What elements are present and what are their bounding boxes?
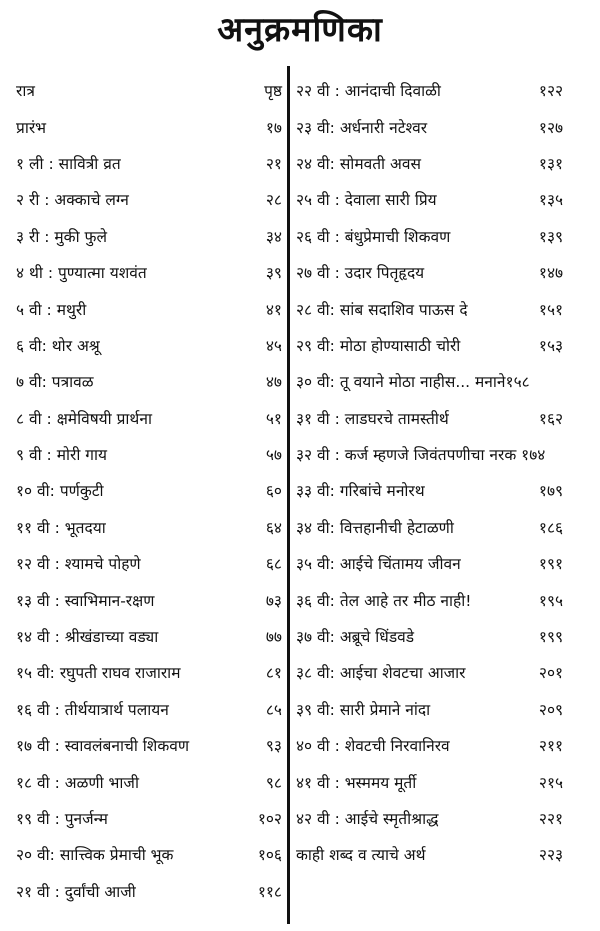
toc-entry-title: ११ वी : भूतदया <box>16 518 106 537</box>
toc-entry-page: १७ <box>265 118 282 137</box>
toc-entry-page: ११८ <box>257 882 282 901</box>
toc-entry-page: २०९ <box>538 700 564 719</box>
toc-entry <box>16 873 282 909</box>
toc-entry-title: ७ वी: पत्रावळ <box>16 373 94 392</box>
toc-entry-title: १४ वी : श्रीखंडाच्या वड्या <box>16 628 159 647</box>
column-divider <box>287 66 290 924</box>
toc-entry-title: १० वी: पर्णकुटी <box>16 482 104 501</box>
toc-entry <box>296 654 586 690</box>
toc-entry <box>16 654 282 690</box>
toc-entry <box>296 108 586 144</box>
toc-entry-page: ३४ <box>265 227 282 246</box>
toc-entry-page: १३१ <box>538 154 564 173</box>
toc-entry <box>16 363 282 399</box>
toc-entry <box>16 836 282 872</box>
toc-entry <box>296 363 586 399</box>
toc-entry <box>296 327 586 363</box>
toc-entry <box>16 727 282 763</box>
toc-entry-title: प्रारंभ <box>16 118 47 137</box>
toc-entry-page: ४७ <box>265 373 282 392</box>
toc-entry-title: २६ वी : बंधुप्रेमाची शिकवण <box>296 227 451 246</box>
toc-entry <box>16 254 282 290</box>
toc-entry-title: १ ली : सावित्री व्रत <box>16 154 121 173</box>
toc-entry-title: ३२ वी : कर्ज म्हणजे जिवंतपणीचा नरक १७४ <box>296 446 546 465</box>
toc-entry-page: ७३ <box>265 591 282 610</box>
toc-entry-title: ४ थी : पुण्यात्मा यशवंत <box>16 264 147 283</box>
toc-entry-page: १८६ <box>538 518 564 537</box>
toc-entry-page: ६० <box>265 482 282 501</box>
toc-entry-page: २२१ <box>538 810 564 828</box>
toc-entry-title: १५ वी: रघुपती राघव राजाराम <box>16 664 181 683</box>
toc-entry <box>296 509 586 545</box>
toc-entry-page: २२३ <box>538 846 564 865</box>
toc-entry-title: २० वी: सात्त्विक प्रेमाची भूक <box>16 846 174 865</box>
toc-entry-title: काही शब्द व त्याचे अर्थ <box>296 846 426 865</box>
toc-entry-title: ६ वी: थोर अश्रू <box>16 336 100 355</box>
toc-entry-title: ३१ वी : लाडघरचे तामस्तीर्थ <box>296 409 449 428</box>
toc-entry <box>296 436 586 472</box>
toc-entry <box>16 618 282 654</box>
toc-entry-title: १७ वी : स्वावलंबनाची शिकवण <box>16 737 190 756</box>
toc-entry <box>296 691 586 727</box>
toc-entry-title: २१ वी : दुर्वांची आजी <box>16 882 136 901</box>
toc-entry-title: ३३ वी: गरिबांचे मनोरथ <box>296 482 425 501</box>
page-title: अनुक्रमणिका <box>217 10 383 50</box>
toc-entry <box>296 72 586 108</box>
toc-entry <box>296 545 586 581</box>
toc-entry-page: ३९ <box>265 264 282 283</box>
toc-entry-page: १२७ <box>538 118 564 137</box>
toc-entry-title: ५ वी : मथुरी <box>16 300 87 319</box>
toc-left-column <box>16 72 282 909</box>
toc-entry <box>296 618 586 654</box>
toc-entry <box>296 254 586 290</box>
toc-entry-title: ४१ वी : भस्ममय मूर्ती <box>296 773 417 792</box>
toc-entry-title: १२ वी : श्यामचे पोहणे <box>16 555 141 574</box>
toc-entry-title: १८ वी : अळणी भाजी <box>16 773 139 792</box>
toc-entry-page: २८ <box>265 191 282 210</box>
toc-entry-page: २११ <box>538 737 564 756</box>
toc-entry-title: १९ वी : पुनर्जन्म <box>16 810 108 828</box>
toc-entry <box>16 763 282 799</box>
toc-entry-page: २०१ <box>538 664 564 683</box>
toc-entry-page: ७७ <box>265 628 282 647</box>
toc-entry-title: ४० वी : शेवटची निरवानिरव <box>296 737 450 756</box>
toc-entry <box>296 181 586 217</box>
toc-entry <box>16 108 282 144</box>
toc-entry-title: ८ वी : क्षमेविषयी प्रार्थना <box>16 409 152 428</box>
toc-entry <box>296 218 586 254</box>
toc-entry-page: १०२ <box>257 810 282 828</box>
toc-entry-page: ६८ <box>265 555 282 574</box>
toc-entry-page: ५७ <box>265 446 282 465</box>
toc-entry <box>16 509 282 545</box>
toc-entry <box>16 472 282 508</box>
toc-entry-title: ३६ वी: तेल आहे तर मीठ नाही! <box>296 591 472 610</box>
toc-entry-title: ३४ वी: वित्तहानीची हेटाळणी <box>296 518 454 537</box>
toc-entry-page: १०६ <box>257 846 282 865</box>
toc-entry-page: १३९ <box>538 227 564 246</box>
toc-entry <box>16 800 282 836</box>
toc-entry <box>296 290 586 326</box>
toc-entry <box>16 691 282 727</box>
toc-entry-page: २१५ <box>538 773 564 792</box>
toc-entry-title: ३९ वी: सारी प्रेमाने नांदा <box>296 700 431 719</box>
toc-entry <box>296 727 586 763</box>
toc-entry-page: पृष्ठ <box>264 82 282 101</box>
toc-entry-page: ५१ <box>265 409 282 428</box>
toc-entry-title: २९ वी: मोठा होण्यासाठी चोरी <box>296 336 461 355</box>
toc-entry-page: १६२ <box>538 409 564 428</box>
toc-entry <box>16 72 282 108</box>
toc-entry-title: ३८ वी: आईचा शेवटचा आजार <box>296 664 466 683</box>
toc-entry <box>16 290 282 326</box>
toc-entry <box>16 181 282 217</box>
toc-entry-title: २८ वी: सांब सदाशिव पाऊस दे <box>296 300 468 319</box>
toc-entry-page: १३५ <box>538 191 564 210</box>
toc-entry-page: १५१ <box>538 300 564 319</box>
toc-entry-title: १६ वी : तीर्थयात्रार्थ पलायन <box>16 700 169 719</box>
toc-entry <box>16 545 282 581</box>
toc-entry <box>296 472 586 508</box>
toc-entry-page: ६४ <box>265 518 282 537</box>
toc-entry-page: १५३ <box>538 336 564 355</box>
toc-entry-title: रात्र <box>16 82 35 101</box>
toc-entry-page: ८१ <box>265 664 282 683</box>
toc-entry-page: २१ <box>265 154 282 173</box>
toc-entry-page: १७९ <box>538 482 564 501</box>
toc-entry-title: २७ वी : उदार पितृहृदय <box>296 264 425 283</box>
toc-entry <box>296 145 586 181</box>
toc-entry-title: ३० वी: तू वयाने मोठा नाहीस... मनाने१५८ <box>296 373 530 392</box>
toc-entry-page: १९९ <box>538 628 564 647</box>
toc-entry-title: ४२ वी : आईचे स्मृतीश्राद्ध <box>296 810 439 828</box>
toc-entry-page: ४५ <box>265 336 282 355</box>
toc-entry <box>16 327 282 363</box>
toc-entry <box>16 436 282 472</box>
toc-entry <box>296 800 586 836</box>
toc-entry-title: ३ री : मुकी फुले <box>16 227 107 246</box>
toc-entry <box>16 145 282 181</box>
toc-entry-title: २३ वी: अर्धनारी नटेश्वर <box>296 118 428 137</box>
toc-entry-title: २ री : अक्काचे लग्न <box>16 191 129 210</box>
toc-entry-title: २५ वी : देवाला सारी प्रिय <box>296 191 437 210</box>
toc-entry-title: ३५ वी: आईचे चिंतामय जीवन <box>296 555 461 574</box>
toc-entry <box>296 763 586 799</box>
toc-entry-title: २४ वी: सोमवती अवस <box>296 154 421 173</box>
toc-entry-page: ९८ <box>265 773 282 792</box>
toc-entry-title: ९ वी : मोरी गाय <box>16 446 107 465</box>
toc-entry <box>16 581 282 617</box>
toc-entry-title: ३७ वी: अब्रूचे धिंडवडे <box>296 628 415 647</box>
toc-right-column <box>296 72 586 873</box>
toc-entry-page: १४७ <box>538 264 564 283</box>
toc-entry <box>296 400 586 436</box>
toc-entry-page: ८५ <box>265 700 282 719</box>
toc-entry-title: १३ वी : स्वाभिमान-रक्षण <box>16 591 155 610</box>
toc-entry-page: ९३ <box>265 737 282 756</box>
toc-entry-page: १२२ <box>538 82 564 101</box>
toc-entry <box>16 400 282 436</box>
toc-entry-page: १९१ <box>538 555 564 574</box>
toc-entry-page: ४१ <box>265 300 282 319</box>
toc-entry <box>296 836 586 872</box>
toc-entry <box>16 218 282 254</box>
toc-entry-title: २२ वी : आनंदाची दिवाळी <box>296 82 441 101</box>
toc-entry-page: १९५ <box>538 591 564 610</box>
toc-entry <box>296 581 586 617</box>
